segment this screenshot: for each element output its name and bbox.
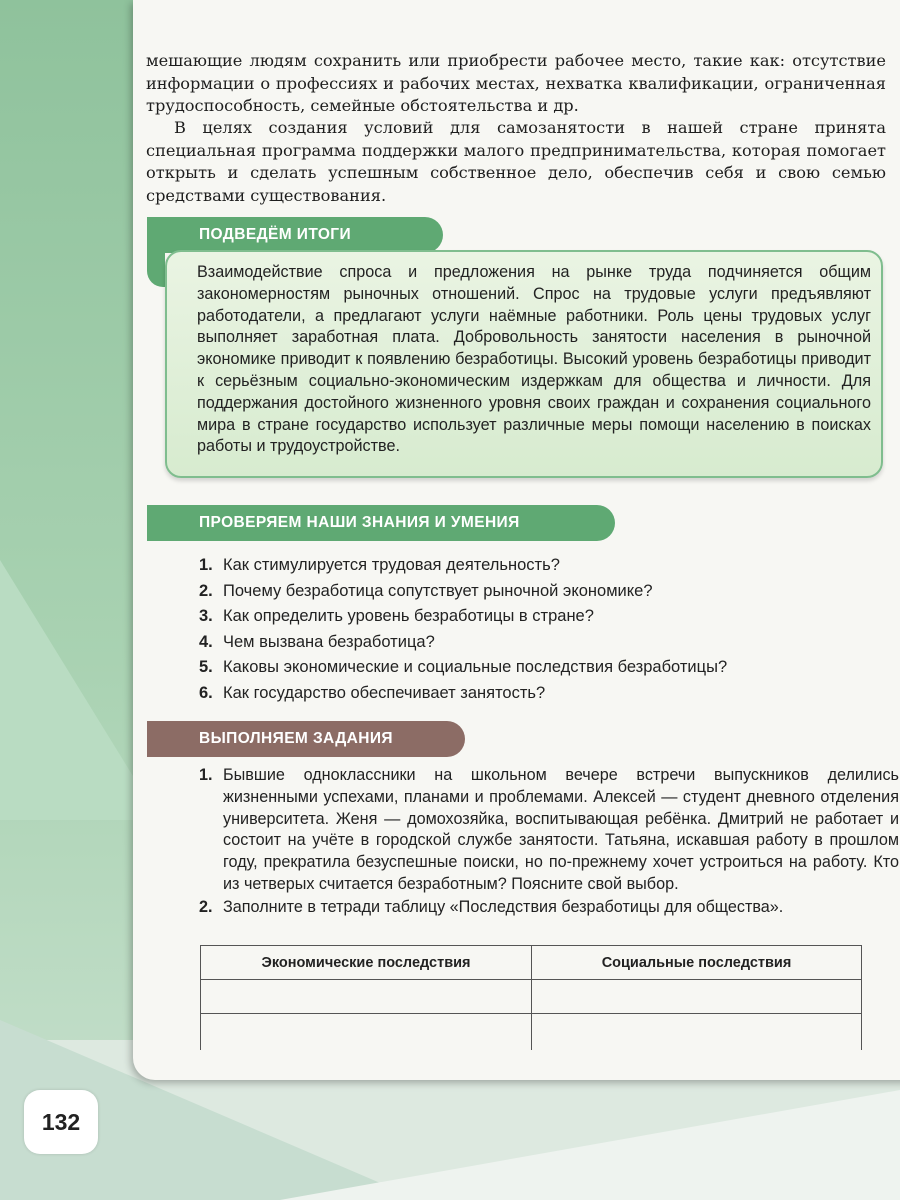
page-number: 132 bbox=[24, 1090, 98, 1154]
table-cell bbox=[532, 980, 862, 1014]
table-cell bbox=[201, 1014, 532, 1050]
tasks-list bbox=[199, 765, 899, 919]
list-item bbox=[199, 681, 727, 707]
task-text: Бывшие одноклассники на школьном вечере встречи выпускников делились жизненными успехами, планами и проблемами. Алексей — студент дневного отделения университета. Женя — домохозяйка, воспитывающая ребёнка. Дмитрий не работает и состоит на учёте в городской службе занятости. Татьяна, искавшая работу в прошлом году, прекратила безуспешные поиски, но по-прежнему хочет устроиться на работу. Кто из четверых считается безработным? Поясните свой выбор. bbox=[223, 766, 899, 893]
questions-heading: ПРОВЕРЯЕМ НАШИ ЗНАНИЯ И УМЕНИЯ bbox=[147, 505, 615, 541]
question-number: 5. bbox=[199, 658, 213, 677]
question-text: Как государство обеспечивает занятость? bbox=[223, 683, 546, 702]
list-item bbox=[199, 655, 727, 681]
background-triangle-light bbox=[280, 1090, 900, 1200]
summary-heading: ПОДВЕДЁМ ИТОГИ bbox=[147, 217, 443, 253]
question-text: Каковы экономические и социальные последствия безработицы? bbox=[223, 658, 728, 677]
summary-box bbox=[165, 250, 883, 478]
list-item bbox=[199, 604, 727, 630]
table-header-row bbox=[201, 946, 862, 980]
table-row bbox=[201, 980, 862, 1014]
task-number: 2. bbox=[199, 897, 213, 916]
summary-text: Взаимодействие спроса и предложения на рынке труда подчиняется общим закономерностям рыночных отношений. Спрос на трудовые услуги предъявляют работодатели, а предлагают услуги наёмные работники. Роль цены трудовых услуг выполняет заработная плата. Добровольность занятости населения в рыночной экономике приводит к появлению безработицы. Высокий уровень безработицы приводит к серьёзным социально-экономическим издержкам для общества и личности. Для поддержания достойного жизненного уровня своих граждан и сохранения социального мира в стране государство использует различные меры помощи населению в поисках работы и трудоустройстве. bbox=[197, 263, 871, 456]
question-text: Чем вызвана безработица? bbox=[223, 632, 435, 651]
table-row bbox=[201, 1014, 862, 1050]
textbook-page bbox=[133, 0, 900, 1080]
list-item bbox=[199, 553, 727, 579]
intro-paragraph-1: мешающие людям сохранить или приобрести рабочее место, такие как: отсутствие информации о профессиях и рабочих местах, нехватка квалификации, ограниченная трудоспособность, семейные обстоятельства и др. bbox=[146, 51, 886, 115]
table-cell bbox=[201, 980, 532, 1014]
task-text: Заполните в тетради таблицу «Последствия безработицы для общества». bbox=[223, 897, 784, 916]
task-number: 1. bbox=[199, 766, 213, 784]
questions-list bbox=[199, 553, 727, 707]
consequences-table bbox=[200, 945, 862, 1050]
list-item bbox=[199, 897, 899, 919]
question-number: 4. bbox=[199, 632, 213, 651]
intro-paragraph-2: В целях создания условий для самозанятости в нашей стране принята специальная программа поддержки малого предпринимательства, которая помогает открыть и сделать успешным собственное дело, обеспечив себя и свою семью средствами существования. bbox=[146, 118, 886, 205]
question-number: 1. bbox=[199, 556, 213, 574]
table-cell bbox=[532, 1014, 862, 1050]
question-number: 2. bbox=[199, 581, 213, 600]
table-header-economic: Экономические последствия bbox=[201, 946, 532, 980]
question-text: Как определить уровень безработицы в стране? bbox=[223, 607, 594, 626]
table-header-social: Социальные последствия bbox=[532, 946, 862, 980]
tasks-heading: ВЫПОЛНЯЕМ ЗАДАНИЯ bbox=[147, 721, 465, 757]
list-item bbox=[199, 765, 899, 896]
question-text: Почему безработица сопутствует рыночной экономике? bbox=[223, 581, 653, 600]
question-text: Как стимулируется трудовая деятельность? bbox=[223, 556, 560, 574]
list-item bbox=[199, 579, 727, 605]
question-number: 6. bbox=[199, 683, 213, 702]
question-number: 3. bbox=[199, 607, 213, 626]
list-item bbox=[199, 630, 727, 656]
